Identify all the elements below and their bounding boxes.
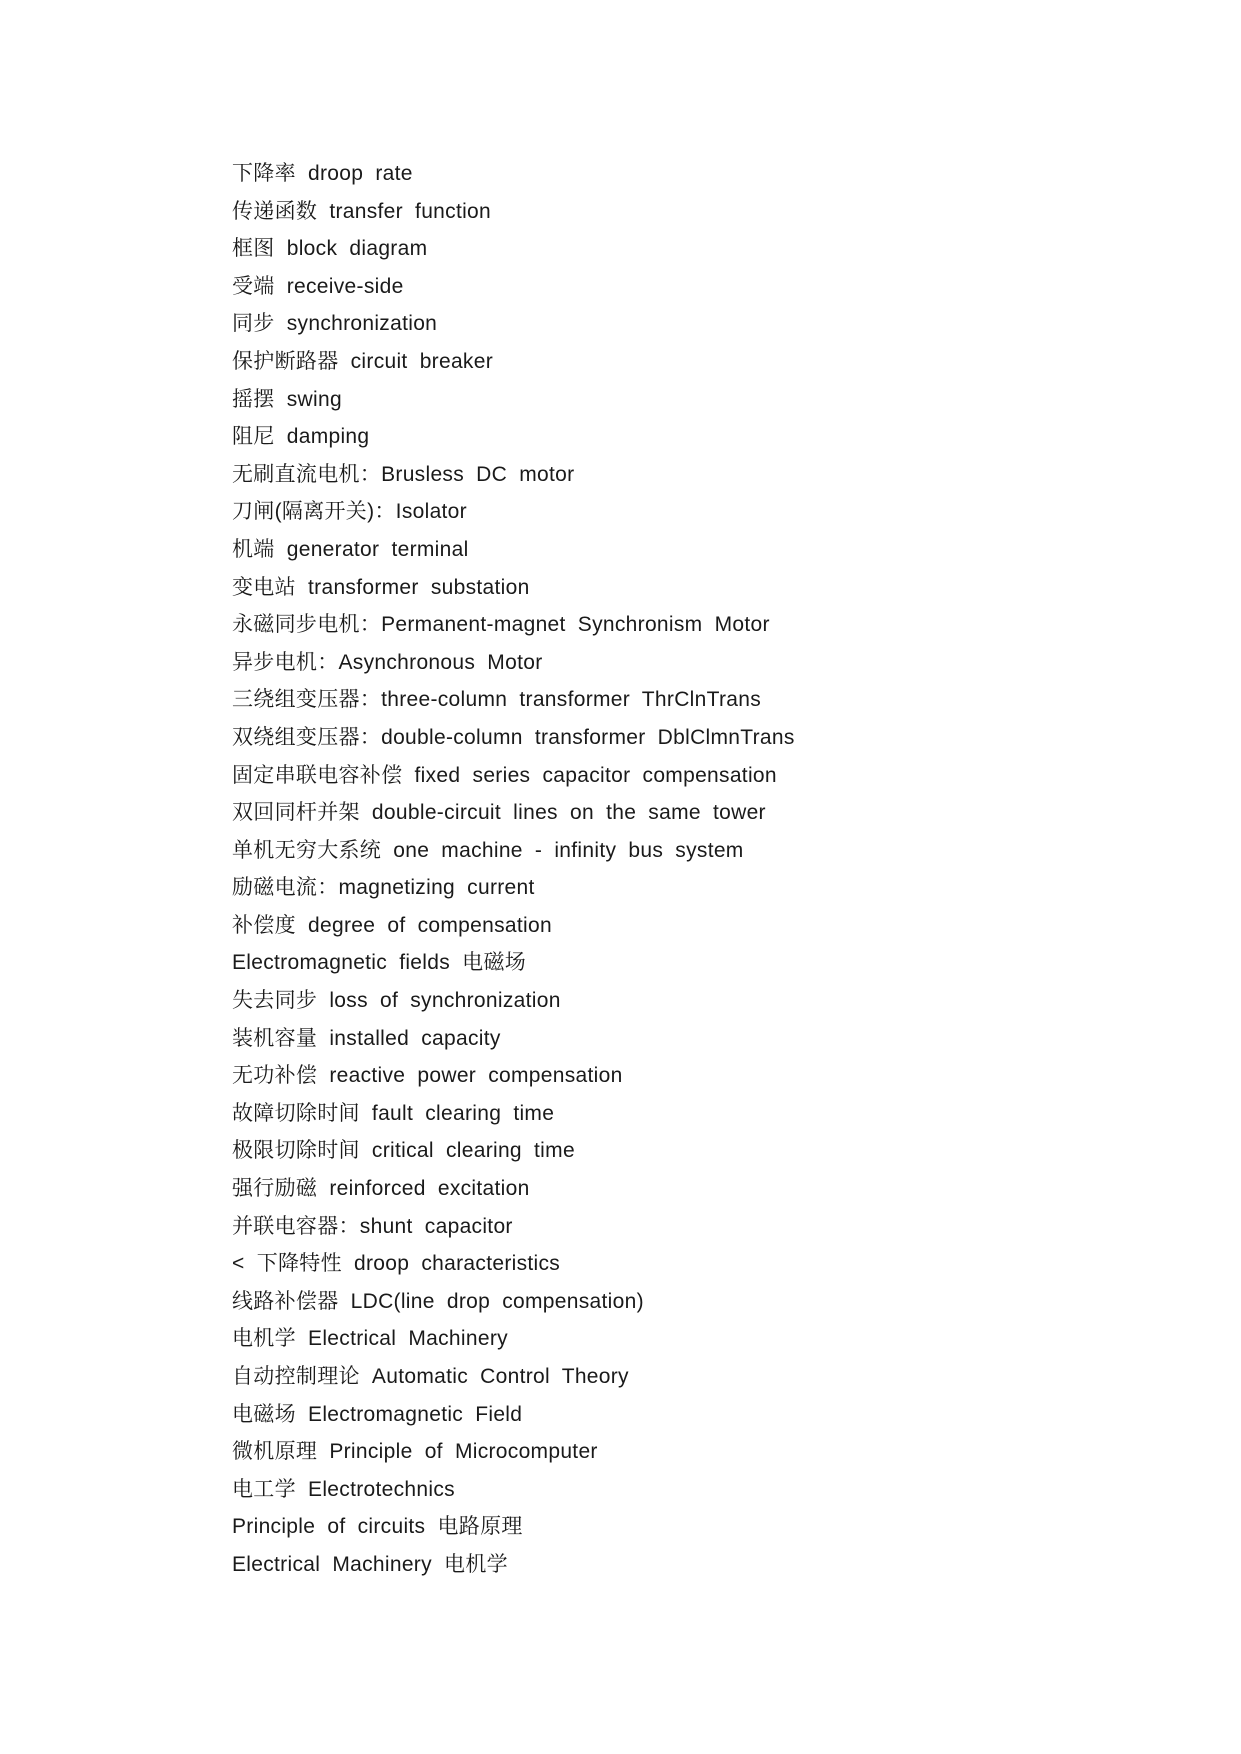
glossary-line: 装机容量 installed capacity [232,1026,501,1050]
glossary-line: 变电站 transformer substation [232,575,530,599]
glossary-line: 电磁场 Electromagnetic Field [232,1402,523,1426]
glossary-line: 励磁电流：magnetizing current [232,876,535,900]
glossary-line: 传递函数 transfer function [232,199,492,223]
glossary-line: 三绕组变压器：three-column transformer ThrClnTrans [232,688,762,712]
glossary-line: 受端 receive-side [232,274,404,298]
glossary-line: 异步电机：Asynchronous Motor [232,650,543,674]
glossary-line: 刀闸(隔离开关)：Isolator [232,500,467,524]
glossary-line: 下降率 droop rate [232,162,413,185]
glossary-line: 单机无穷大系统 one machine - infinity bus system [232,838,744,862]
glossary-line: 线路补偿器 LDC(line drop compensation) [232,1289,644,1313]
glossary-line: 无刷直流电机：Brusless DC motor [232,462,575,486]
glossary-list [232,155,1132,1584]
glossary-line: Electrical Machinery 电机学 [232,1552,508,1576]
glossary-line: 摇摆 swing [232,387,342,411]
glossary-line: 微机原理 Principle of Microcomputer [232,1440,598,1464]
glossary-line: 强行励磁 reinforced excitation [232,1177,530,1201]
glossary-line: Principle of circuits 电路原理 [232,1515,523,1539]
glossary-line: 永磁同步电机：Permanent-magnet Synchronism Motor [232,613,770,637]
glossary-line: < 下降特性 droop characteristics [232,1252,561,1276]
glossary-line: 阻尼 damping [232,425,370,449]
glossary-line: 双绕组变压器：double-column transformer DblClmnTrans [232,725,795,749]
glossary-line: 框图 block diagram [232,237,428,261]
glossary-line: 无功补偿 reactive power compensation [232,1064,623,1088]
glossary-line: 故障切除时间 fault clearing time [232,1101,555,1125]
glossary-line: 双回同杆并架 double-circuit lines on the same tower [232,801,766,825]
glossary-line: 补偿度 degree of compensation [232,913,552,937]
glossary-line: 电工学 Electrotechnics [232,1477,455,1501]
glossary-line: 极限切除时间 critical clearing time [232,1139,575,1163]
glossary-line: 失去同步 loss of synchronization [232,989,561,1013]
glossary-line: 同步 synchronization [232,312,438,336]
glossary-line: 保护断路器 circuit breaker [232,349,494,373]
glossary-line: 固定串联电容补偿 fixed series capacitor compensation [232,763,777,787]
glossary-line: 自动控制理论 Automatic Control Theory [232,1365,629,1388]
glossary-line: 电机学 Electrical Machinery [232,1327,508,1351]
glossary-line: 并联电容器：shunt capacitor [232,1214,513,1238]
glossary-line: 机端 generator terminal [232,537,469,561]
glossary-line: Electromagnetic fields 电磁场 [232,951,527,975]
